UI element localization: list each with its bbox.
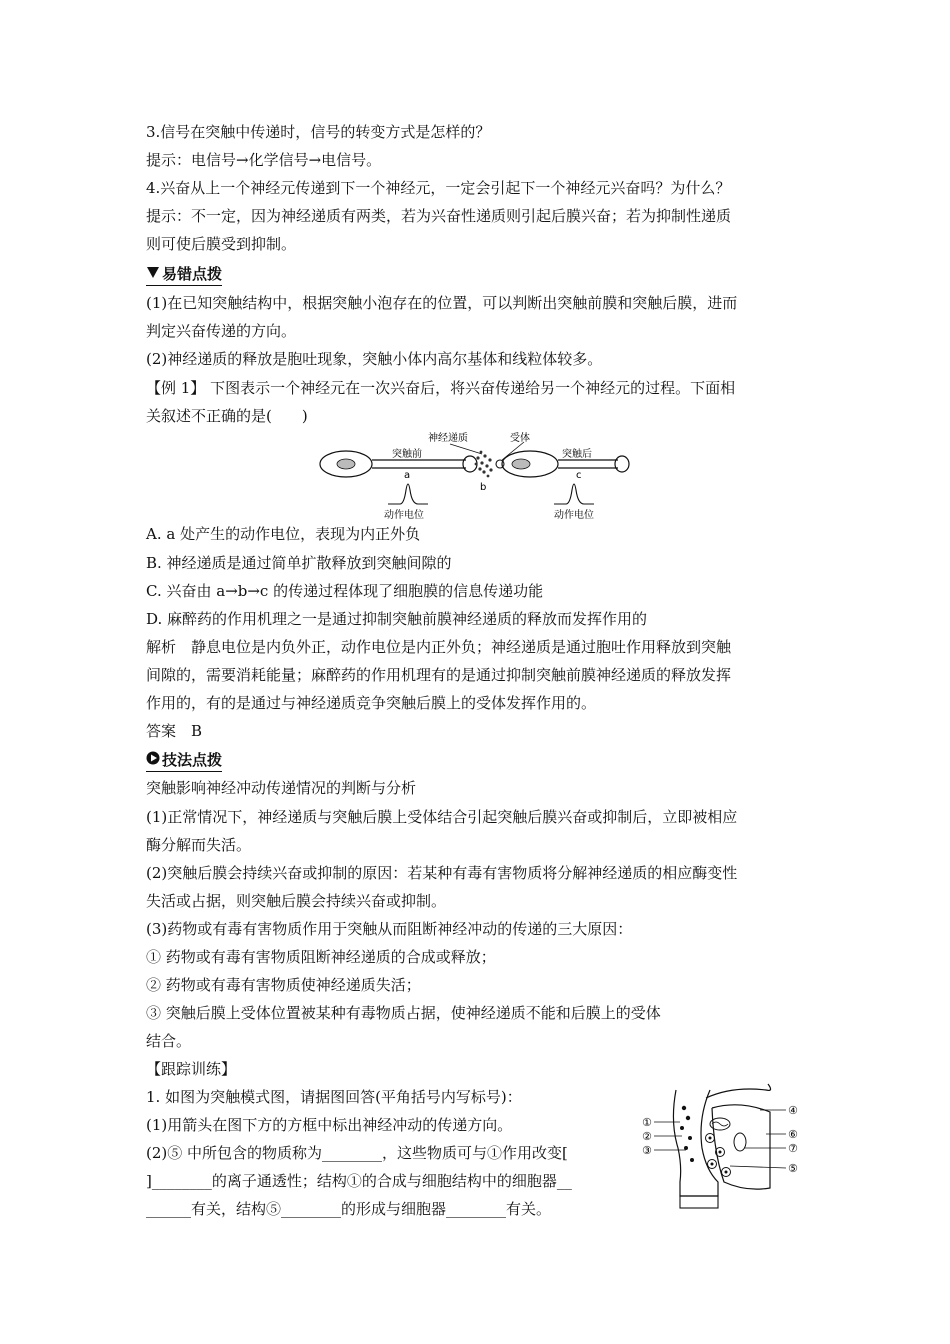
- postsynaptic-membrane: [706, 1084, 771, 1189]
- answer: 答案 B: [146, 722, 203, 740]
- question-4-hint-line1: 提示：不一定，因为神经递质有两类，若为兴奋性递质则引起后膜兴奋；若为抑制性递质: [146, 207, 732, 225]
- synapse-figure: [316, 430, 636, 520]
- error-tip-2: (2)神经递质的释放是胞吐现象，突触小体内高尔基体和线粒体较多。: [146, 350, 603, 368]
- section-heading-tech-label: 技法点拨: [162, 751, 223, 769]
- label-3: ③: [642, 1144, 652, 1157]
- question-3-hint: 提示：电信号→化学信号→电信号。: [146, 151, 382, 169]
- action-potential-right: [554, 484, 594, 504]
- label-receptor: 受体: [510, 433, 530, 444]
- tech-reason-2: ② 药物或有毒有害物质使神经递质失活；: [146, 976, 421, 994]
- question-4-hint-line2: 则可使后膜受到抑制。: [146, 235, 297, 253]
- tracking-title: 【跟踪训练】: [146, 1060, 237, 1078]
- tech-point-2: (2)突触后膜会持续兴奋或抑制的原因：若某种有毒有害物质将分解神经递质的相应酶变性: [146, 864, 738, 882]
- section-heading-errors-label: 易错点拨: [162, 265, 223, 283]
- tech-point-3: (3)药物或有毒有害物质作用于突触从而阻断神经冲动的传递的三大原因：: [146, 920, 633, 938]
- presynaptic-membrane: [673, 1090, 718, 1196]
- triangle-down-icon: [146, 264, 160, 284]
- label-2: ②: [642, 1130, 652, 1143]
- neurotransmitter-cloud: [475, 451, 493, 478]
- tracking-q1-part2-cont1: ]________的离子通透性；结构①的合成与细胞结构中的细胞器__: [146, 1172, 572, 1190]
- tech-point-2-cont: 失活或占据，则突触后膜会持续兴奋或抑制。: [146, 892, 447, 910]
- tracking-q1-part2: (2)⑤ 中所包含的物质称为________，这些物质可与①作用改变[: [146, 1144, 568, 1162]
- section-heading-errors: [146, 264, 222, 286]
- tracking-q1-part1: (1)用箭头在图下方的方框中标出神经冲动的传递方向。: [146, 1116, 513, 1134]
- label-presynaptic: 突触前: [392, 449, 422, 460]
- analysis-line1: 解析 静息电位是内负外正，动作电位是内正外负；神经递质是通过胞吐作用释放到突触: [146, 638, 732, 656]
- tech-reason-3-cont: 结合。: [146, 1032, 192, 1050]
- presynaptic-axon: [372, 460, 466, 468]
- option-b: B. 神经递质是通过简单扩散释放到突触间隙的: [146, 554, 452, 572]
- label-neurotransmitter: 神经递质: [428, 433, 468, 444]
- section-heading-tech: [146, 750, 222, 772]
- label-ap-right: 动作电位: [554, 510, 594, 520]
- label-ap-left: 动作电位: [384, 510, 424, 520]
- tech-reason-1: ① 药物或有毒有害物质阻断神经递质的合成或释放；: [146, 948, 496, 966]
- tracking-q1: 1. 如图为突触模式图，请据图回答(平角括号内写标号)：: [146, 1088, 522, 1106]
- label-5: ⑤: [788, 1162, 798, 1175]
- label-postsynaptic: 突触后: [562, 449, 592, 460]
- error-tip-1-cont: 判定兴奋传递的方向。: [146, 322, 297, 340]
- label-4: ④: [788, 1104, 798, 1117]
- question-3: 3.信号在突触中传递时，信号的转变方式是怎样的？: [146, 123, 491, 141]
- label-6: ⑥: [788, 1128, 798, 1141]
- example-1-stem: 【例 1】 下图表示一个神经元在一次兴奋后，将兴奋传递给另一个神经元的过程。下面相: [146, 379, 736, 397]
- postsynaptic-axon: [558, 460, 618, 468]
- label-c: c: [576, 470, 582, 481]
- action-potential-left: [388, 484, 428, 504]
- label-1: ①: [642, 1116, 652, 1129]
- play-circle-icon: [146, 750, 160, 770]
- label-7: ⑦: [788, 1142, 798, 1155]
- synapse-model-figure: [640, 1082, 810, 1212]
- tech-point-1-cont: 酶分解而失活。: [146, 836, 252, 854]
- question-4: 4.兴奋从上一个神经元传递到下一个神经元，一定会引起下一个神经元兴奋吗？为什么？: [146, 179, 731, 197]
- option-c: C. 兴奋由 a→b→c 的传递过程体现了细胞膜的信息传递功能: [146, 582, 544, 600]
- label-a: a: [404, 470, 411, 481]
- option-a: A. a 处产生的动作电位，表现为内正外负: [146, 525, 421, 543]
- tech-point-1: (1)正常情况下，神经递质与突触后膜上受体结合引起突触后膜兴奋或抑制后，立即被相应: [146, 808, 738, 826]
- analysis-line3: 作用的，有的是通过与神经递质竞争突触后膜上的受体发挥作用的。: [146, 694, 597, 712]
- label-b: b: [480, 482, 487, 493]
- error-tip-1: (1)在已知突触结构中，根据突触小泡存在的位置，可以判断出突触前膜和突触后膜，进而: [146, 294, 738, 312]
- answer-box: [680, 1196, 718, 1208]
- analysis-line2: 间隙的，需要消耗能量；麻醉药的作用机理有的是通过抑制突触前膜神经递质的释放发挥: [146, 666, 732, 684]
- tech-reason-3: ③ 突触后膜上受体位置被某种有毒物质占据，使神经递质不能和后膜上的受体: [146, 1004, 661, 1022]
- option-d: D. 麻醉药的作用机理之一是通过抑制突触前膜神经递质的释放而发挥作用的: [146, 610, 648, 628]
- tracking-q1-part2-cont2: ______有关，结构⑤________的形成与细胞器________有关。: [146, 1200, 552, 1218]
- tech-title: 突触影响神经冲动传递情况的判断与分析: [146, 779, 417, 797]
- example-1-stem-cont: 关叙述不正确的是( ): [146, 407, 308, 425]
